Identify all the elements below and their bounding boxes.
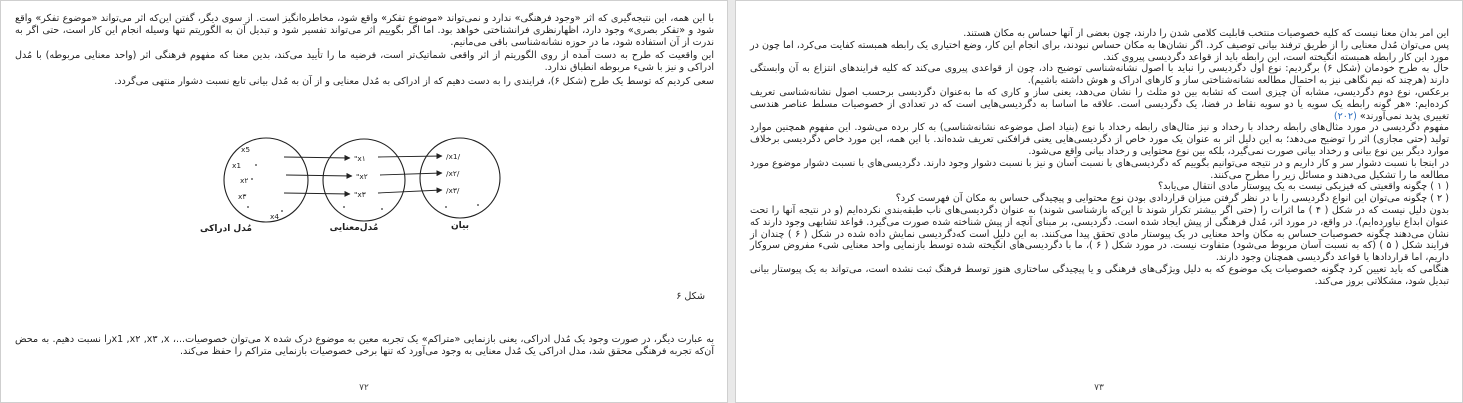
expression-item: /x۳/	[446, 186, 460, 195]
paragraph: هنگامی که باید تعیین کرد چگونه خصوصیات یک موضوع که به دلیل ویژگی‌های فرهنگی و یا پیچیدگی ساختاری هنوز توسط فرهنگ ثبت نشده است، می‌تواند به یک پیوستار بیانی تبدیل شود، مشکلاتی بروز می‌کند.	[750, 263, 1449, 287]
expression-item: /x1/	[446, 152, 461, 161]
figure-6-diagram	[186, 123, 516, 238]
perceptual-item: x4	[270, 212, 280, 221]
figure-caption: شکل ۶	[676, 291, 705, 302]
numbered-question: ( ۱ ) چگونه واقعیتی که فیزیکی نیست به یک پیوستار مادی انتقال می‌یابد؟	[1157, 181, 1449, 193]
arrow	[378, 156, 442, 157]
paragraph: در اینجا با نسبت دشوار سر و کار داریم و در نتیجه می‌توانیم بگوییم که دگردیسی‌های با نسبت آسان و نیز با نسبت دشوار وجود دارند. دگردیسی‌های با نسبت دشوار موضوع مورد مطالعه ما را تشکیل می‌دهند و مسائل زیر را مطرح می‌کنند.	[750, 157, 1449, 181]
paragraph-with-citation	[750, 87, 1449, 122]
page-number: ۷۲	[359, 383, 369, 393]
arrow	[378, 190, 442, 193]
semantic-item: "x۲	[356, 172, 368, 181]
dot	[381, 208, 383, 210]
dot	[281, 210, 283, 212]
dot	[255, 164, 257, 166]
arrow	[284, 193, 350, 194]
dot	[477, 204, 479, 206]
paragraph: به عبارت دیگر، در صورت وجود یک مُدل ادراکی، یعنی بازنمایی «متراکم» یک تجربه معین به موضوع درک شده x می‌توان خصوصیات...، x1 ,x۲ ,x۳ ,xرا نسبت دهیم. به محض آن‌که تجربه فرهنگی محقق شد، مدل ادراکی یک مُدل معنایی به وجود می‌آورد که تنها برخی خصوصیات بازنمایی متراکم را حفظ می‌کند.	[15, 334, 715, 357]
perceptual-item: x۲	[240, 176, 249, 185]
paragraph: پس می‌توان مُدل معنایی را از طریق ترفند بیانی توصیف کرد. اگر نشان‌ها به مکان حساس نبودند، برای انجام این کار، وضع اختیاری یک رابطه همبسته کفایت می‌کرد، اما چون در مورد این کار رابطه همبسته انگیخته است، این رابطه باید از قواعد دگردیسی پیروی کند.	[750, 39, 1449, 63]
semantic-item: "x۳	[354, 190, 366, 199]
expression-label: بیان	[450, 221, 470, 231]
right-page-body-text	[750, 28, 1449, 288]
arrow	[286, 175, 352, 176]
paragraph-text: برعکس، نوع دوم دگردیسی، مشابه آن چیزی است که تشابه بین دو مثلث را نشان می‌دهد، یعنی ساز و کاری که ما به‌عنوان دگردیسی برحسب اصول نشانه‌شناسی تعریف کرده‌ایم: «هر گونه رابطه یک سویه یا دو سویه نقاط در فضا، یک دگردیسی است. علاقه ما اساسا به دگردیسی‌هایی است که در تعدادی از خصوصیات مسلط عناصر هندسی تغییری پدید نمی‌آورند»	[750, 86, 1449, 122]
citation-reference: (۲۰۲)	[1333, 110, 1357, 122]
paragraph: سعی کردیم که توسط یک طرح (شکل ۶)، فرایندی را به دست دهیم که از ادراکی به مُدل معنایی و از آن به مُدل بیانی تابع نسبت دشوار منتهی می‌گردد.	[114, 75, 714, 87]
perceptual-item: x1	[232, 161, 242, 170]
expression-item: /x۲/	[446, 169, 460, 178]
paragraph: حال به طرح خودمان (شکل ۶) برگردیم: نوع اول دگردیسی را نباید با اصول نشانه‌شناسی توضیح داد، چون از قواعدی پیروی می‌کند که کلیه فرایندهای انتزاع به آن وابستگی دارند (هرچند که نیم نگاهی نیز به احتمال مطالعه نشانه‌شناختی ساز و کارهای ادراک و هوش داشته باشیم).	[750, 63, 1449, 87]
arrow	[284, 157, 350, 158]
paragraph: بدون دلیل نیست که در شکل ( ۴ ) ما اثرات را (حتی اگر بیشتر تکرار شوند تا این‌که بازشناسی شوند) به عنوان دگردیسی‌های ناب طبقه‌بندی نکرده‌ایم (و در نتیجه آنها را تحت عنوان ابداع نیاورده‌ایم). در واقع، در مورد اثر، مُدل فرهنگی از پیش ایجاد شده است. دگردیسی، بر مبنای آنچه از پیش شناخته شده صورت می‌گیرد. قواعد تشابهی وجود دارند که نشان می‌دهند چگونه خصوصیات حساس به مکان واحد معنایی در یک پیوستار مادی تحقق پیدا می‌کنند. به این دلیل است که‌دگردیسی نمایش داده شده در شکل ( ۶ ) چندان از فرایند شکل ( ۵ ) (که به نسبت آسان مربوط می‌شود) متفاوت نیست. در مورد شکل ( ۶ )، ما با دگردیسی‌های انگیخته شده توسط بازنمایی واحد معنایی شیء مفروض سروکار داریم، اما قراردادها یا قواعد دگردیسی همچنان وجود دارند.	[750, 204, 1450, 264]
perceptual-model-circle	[224, 138, 308, 222]
expression-circle	[420, 138, 500, 218]
arrow	[380, 173, 442, 175]
right-page	[735, 0, 1463, 403]
dot	[251, 178, 253, 180]
dot	[445, 206, 447, 208]
left-page-body-text	[15, 13, 714, 90]
left-page	[0, 0, 728, 403]
dot	[343, 206, 345, 208]
perceptual-item: x۳	[238, 192, 247, 201]
perceptual-model-label: مُدل ادراکی	[199, 224, 253, 234]
left-page-bottom-text	[15, 334, 714, 358]
paragraph: با این همه، این نتیجه‌گیری که اثر «وجود فرهنگی» ندارد و نمی‌تواند «موضوع تفکر» واقع شود، مخاطره‌انگیز است. از سوی دیگر، گفتن این‌که اثر می‌تواند «موضوع تفکر» واقع شود و «تفکر بصری» وجود دارد، اظهارنظری فرانشناختی خواهد بود. اما اگر بگوییم اثر می‌تواند تفسیر شود و تبدیل آن به الگوریتم تنها وسیله انجام این کار است، حتی اگر به ندرت از آن استفاده شود، ما در حوزه نشانه‌شناسی باقی می‌مانیم.	[15, 13, 714, 48]
semantic-model-label: مُدل‌معنایی	[329, 223, 379, 233]
page-number: ۷۳	[1094, 383, 1104, 393]
paragraph: این واقعیت که طرح به دست آمده از روی الگوریتم از اثر واقعی شماتیک‌تر است، فرضیه ما را تأیید می‌کند، بدین معنا که مفهوم فرهنگی اثر (واحد معنایی مربوطه) با مُدل ادراکی و نیز با شیء مربوطه انطباق ندارد.	[15, 50, 714, 74]
semantic-item: "x۱	[354, 154, 366, 163]
dot	[247, 206, 249, 208]
perceptual-item: x5	[241, 145, 251, 154]
paragraph: مفهوم دگردیسی در مورد مثال‌های رابطه رخداد با رخداد و نیز مثال‌های رابطه رخداد با نوع (بنیاد اصل موضوعه نشانه‌شناسی) به کار برده می‌شود. این مفهوم همچنین موارد تولید (حتی مجازی) اثر را توضیح می‌دهد؛ به این دلیل اثر به عنوان یک مورد خاص از دگردیسی‌هایی یعنی فرافکنی تعریف شده‌اند. با این همه، این مورد خاص دگردیسی برخلاف موارد دیگر بین نوع بیانی و رخداد بیانی صورت نمی‌گیرد، بلکه بین نوع محتوایی و رخداد بیانی واقع می‌شود.	[750, 122, 1449, 157]
paragraph: این امر بدان معنا نیست که کلیه خصوصیات منتخب قابلیت کلامی شدن را دارند، چون بعضی از آنها حساس به مکان هستند.	[963, 28, 1449, 39]
numbered-question: ( ۲ ) چگونه می‌توان این انواع دگردیسی را با در نظر گرفتن میزان قراردادی بودن نوع محتوایی و پیچیدگی حساس به مکان آن فهرست کرد؟	[895, 193, 1449, 205]
